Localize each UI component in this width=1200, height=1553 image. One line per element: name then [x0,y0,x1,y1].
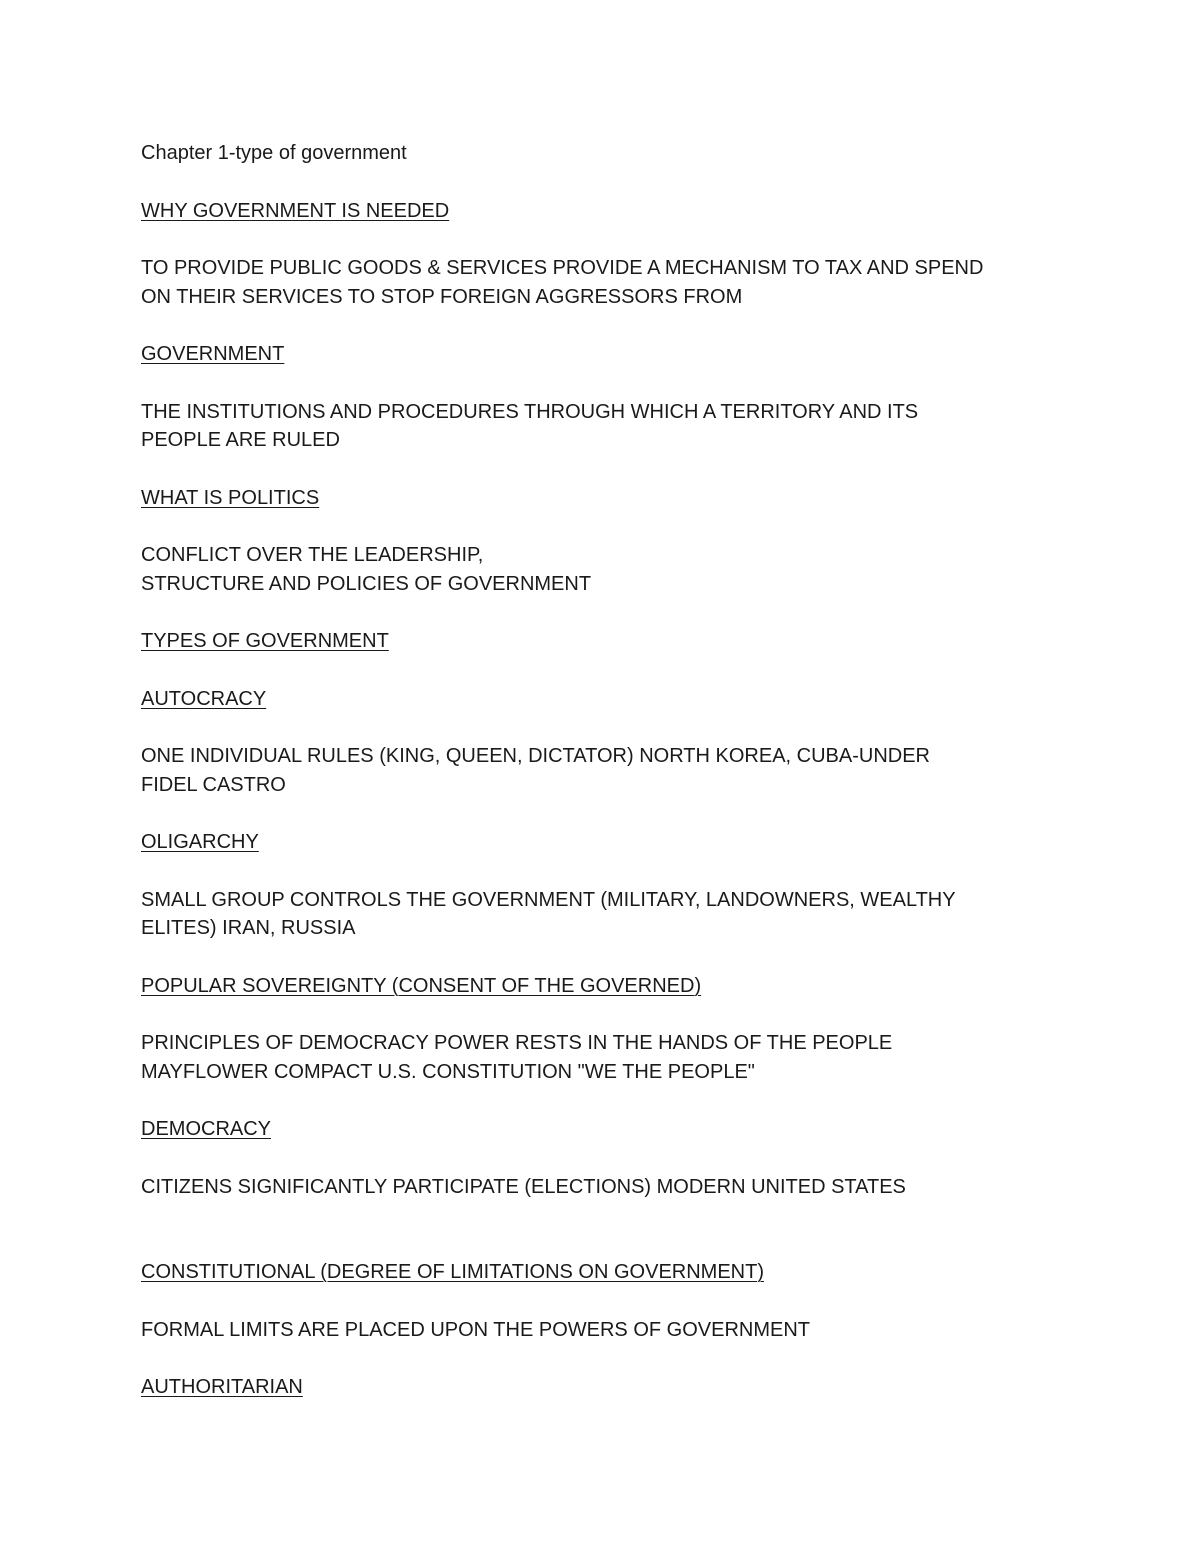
heading-what-is-politics: WHAT IS POLITICS [141,486,320,509]
section-body-constitutional [141,1316,1081,1345]
section-body-popular-sovereignty [141,1029,1081,1086]
document-title: Chapter 1-type of government [141,142,407,164]
section-body-what-is-politics [141,541,1081,598]
body-line: MAYFLOWER COMPACT U.S. CONSTITUTION "WE THE PEOPLE" [141,1060,755,1083]
section-body-democracy [141,1173,1081,1202]
body-line: ON THEIR SERVICES TO STOP FOREIGN AGGRESSORS FROM [141,285,743,308]
body-line: STRUCTURE AND POLICIES OF GOVERNMENT [141,572,592,595]
heading-democracy: DEMOCRACY [141,1118,272,1140]
body-line: THE INSTITUTIONS AND PROCEDURES THROUGH WHICH A TERRITORY AND ITS [141,400,919,423]
document-body [141,139,1081,1431]
body-line: PRINCIPLES OF DEMOCRACY POWER RESTS IN THE HANDS OF THE PEOPLE [141,1032,893,1054]
body-line: FIDEL CASTRO [141,773,286,796]
body-line: SMALL GROUP CONTROLS THE GOVERNMENT (MILITARY, LANDOWNERS, WEALTHY [141,888,956,911]
body-line: TO PROVIDE PUBLIC GOODS & SERVICES PROVIDE A MECHANISM TO TAX AND SPEND [141,257,984,279]
body-line: ONE INDIVIDUAL RULES (KING, QUEEN, DICTATOR) NORTH KOREA, CUBA-UNDER [141,745,930,767]
heading-government: GOVERNMENT [141,343,285,365]
heading-oligarchy: OLIGARCHY [141,831,259,853]
section-body-why-government-is-needed [141,254,1081,311]
heading-constitutional: CONSTITUTIONAL (DEGREE OF LIMITATIONS ON GOVERNMENT) [141,1261,764,1283]
heading-popular-sovereignty: POPULAR SOVEREIGNTY (CONSENT OF THE GOVERNED) [141,974,702,997]
section-body-oligarchy [141,886,1081,943]
body-line: CITIZENS SIGNIFICANTLY PARTICIPATE (ELECTIONS) MODERN UNITED STATES [141,1175,906,1198]
heading-authoritarian: AUTHORITARIAN [141,1376,303,1398]
section-body-autocracy [141,742,1081,799]
body-line: FORMAL LIMITS ARE PLACED UPON THE POWERS OF GOVERNMENT [141,1318,810,1341]
body-line: ELITES) IRAN, RUSSIA [141,917,356,939]
heading-why-government-is-needed: WHY GOVERNMENT IS NEEDED [141,199,450,222]
body-line: PEOPLE ARE RULED [141,429,340,451]
body-line: CONFLICT OVER THE LEADERSHIP, [141,544,484,566]
section-body-government [141,398,1081,455]
heading-types-of-government: TYPES OF GOVERNMENT [141,630,389,652]
heading-autocracy: AUTOCRACY [141,687,267,710]
